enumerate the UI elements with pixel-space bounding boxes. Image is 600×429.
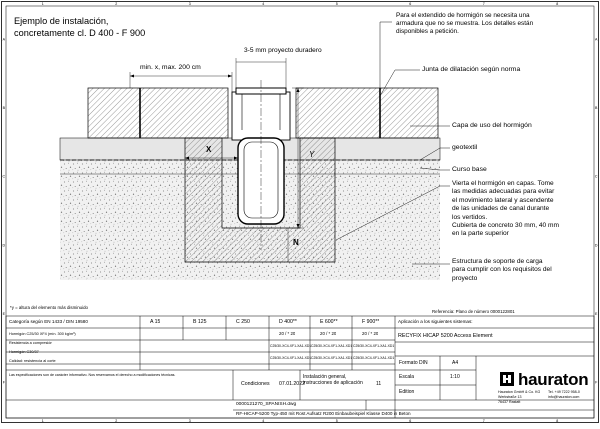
class-4: D 400** [279,319,297,325]
grid-mark-top-6: 6 [409,1,412,6]
company-address [498,390,540,404]
grid-mark-side-4: D [2,243,6,248]
title-line-2: concretamente cl. D 400 - F 900 [14,28,146,38]
class-2: B 125 [193,319,207,325]
annotation-pour [452,180,559,239]
row-value-b-2: C25/30-XC4-XF1-XA1-XD1 [311,356,353,360]
x-label: X [206,145,212,154]
grid-mark-top-1: 1 [41,1,44,6]
contact-line-1: Tel. +49 7222 958-0 [548,390,580,394]
pour-line-4: de las unidades de canal durante [452,205,550,213]
grid-mark-top-3: 3 [188,1,191,6]
class-1: A 15 [150,319,161,325]
format-label: Formato DIN [399,360,428,366]
issue-date: 07.01.2022 [279,381,305,387]
grid-mark-top-bottom-5: 5 [335,418,338,423]
instructions-line-2: instrucciones de aplicación [303,380,363,386]
grid-mark-top-5: 5 [335,1,338,6]
annotation-surface: Capa de uso del hormigón [452,122,532,129]
y-label: Y [309,150,315,159]
format-value: A4 [452,360,459,366]
company-contact [548,390,580,400]
reinforcement-line-2: armadura que no se muestra. Los detalles están [396,20,534,28]
address-line-3: 76437 Rastatt [498,399,521,404]
grid-mark-side-2: B [2,106,6,110]
pour-line-6: Cubierta de concreto 30 mm, 40 mm [452,222,560,230]
footnote: *y = altura del elemento más disminuido [10,305,88,310]
row-value-3: C25/30-XC4-XF1-XA1-XD1 [353,344,395,348]
grid-mark-top-bottom-8: 8 [556,418,559,423]
legal-notice: Las especificaciones son de carácter informativo. Nos reservamos el derecho a modificaciones técnicas. [9,373,176,377]
row-value-2: C25/30-XC4-XF1-XA1-XD1 [311,344,353,348]
application-label: Aplicación a los siguientes sistemas: [398,319,473,324]
grid-mark-top-bottom-1: 1 [41,418,44,423]
class-5: E 600** [320,319,338,325]
row-label-2: Resistencia a compresión [9,341,53,345]
address-line-1: Hauraton GmbH & Co. KG [498,390,541,394]
pour-line-3: el movimiento lateral y ascendente [452,196,554,204]
grid-mark-top-bottom-3: 3 [188,418,191,423]
grid-mark-side-right-5: E [594,312,598,316]
annotation-support [452,258,552,283]
grid-mark-side-right-2: B [594,106,598,110]
n-label: N [293,238,299,247]
sheet-number: 11 [376,381,382,387]
grid-mark-top-4: 4 [262,1,265,6]
grid-mark-top-7: 7 [482,1,485,6]
grid-mark-top-8: 8 [556,1,559,6]
grid-mark-side-right-6: F [595,380,598,385]
class-3: C 250 [236,319,250,325]
scale-value: 1:10 [450,374,460,380]
instructions-line-1: Instalación general, [303,374,347,380]
top-gap-label: 3-5 mm proyecto duradero [244,47,322,54]
annotation-reinforcement [396,12,533,37]
row-label-3: Hormigón C30/37 [9,350,39,354]
grid-mark-top-bottom-4: 4 [262,418,265,423]
grid-mark-top-bottom-2: 2 [115,418,118,423]
row-label-1: Hormigón C25/30 XF4 (mín. 300 kg/m³) [9,332,76,336]
annotation-geotextile: geotextil [452,144,478,151]
grid-mark-side-right-1: A [594,37,598,42]
support-line-3: proyecto [452,274,478,282]
grid-mark-top-bottom-7: 7 [482,418,485,423]
row-label-4: Calidad: resistencia al corte [9,359,56,363]
min-width-label: min. x, max. 200 cm [140,64,201,71]
surface-slab-right [296,88,438,138]
row-value-1: C25/30-XC4-XF1-XA1-XD1 [270,344,312,348]
annotation-joint: Junta de dilatación según norma [422,66,521,73]
pour-line-7: en la parte superior [452,230,509,238]
reinforcement-line-1: Para el extendido de hormigón se necesita una [396,12,530,19]
company-logo: hauraton [518,370,589,389]
support-line-2: para cumplir con los requisitos del [452,266,552,274]
drawing-file: 0000121270_SPANISH.dwg [236,402,297,407]
grid-mark-side-right-3: C [594,174,598,179]
reference-line: Referencia: Plano de número 0000122801 [432,309,515,314]
pour-line-2: las medidas adecuadas para evitar [452,188,555,196]
surface-slab-left [88,88,228,138]
class-sub-3: 20 / * 20 [362,331,379,336]
hauraton-logo-icon [500,372,514,386]
grid-mark-side-3: C [2,174,6,179]
drawing-description: RF-HICAP-5200 Typ-450 mit Rost Aufsatz R200 Einbaubeispiel Klasse D400 in Beton [236,411,411,416]
conditions-label: Condiciones [241,381,270,387]
grid-mark-top-bottom-6: 6 [409,418,412,423]
edition-label: Edition [399,389,415,395]
scale-label: Escala [399,374,415,380]
grid-mark-side-6: F [2,380,5,385]
row-value-b-1: C25/30-XC4-XF1-XA1-XD1 [270,356,312,360]
title-line-1: Ejemplo de instalación, [14,16,109,26]
class-sub-2: 20 / * 20 [320,331,337,336]
class-6: F 900** [362,319,380,325]
row-value-b-3: C25/30-XC4-XF1-XA1-XD1 [353,356,395,360]
drawing-title [14,15,145,39]
contact-line-2: info@hauraton.com [548,394,580,399]
grid-mark-side-5: E [2,312,6,316]
support-line-1: Estructura de soporte de carga [452,258,543,265]
class-sub-1: 20 / * 20 [279,331,296,336]
annotation-base: Curso base [452,166,487,173]
reinforcement-line-3: disponibles a petición. [396,28,459,36]
grid-mark-side-1: A [2,37,6,42]
address-line-2: Werkstraße 13 [498,394,522,399]
grid-mark-side-right-4: D [594,243,598,248]
pour-line-1: Vierta el hormigón en capas. Tome [452,180,554,187]
product-name: RECYFIX HICAP 5200 Access Element [398,333,493,339]
instructions-text [303,374,363,386]
pour-line-5: los vertidos. [452,213,488,221]
class-header: Categoría según EN 1433 / DIN 19580 [9,319,88,324]
grid-mark-top-2: 2 [115,1,118,6]
